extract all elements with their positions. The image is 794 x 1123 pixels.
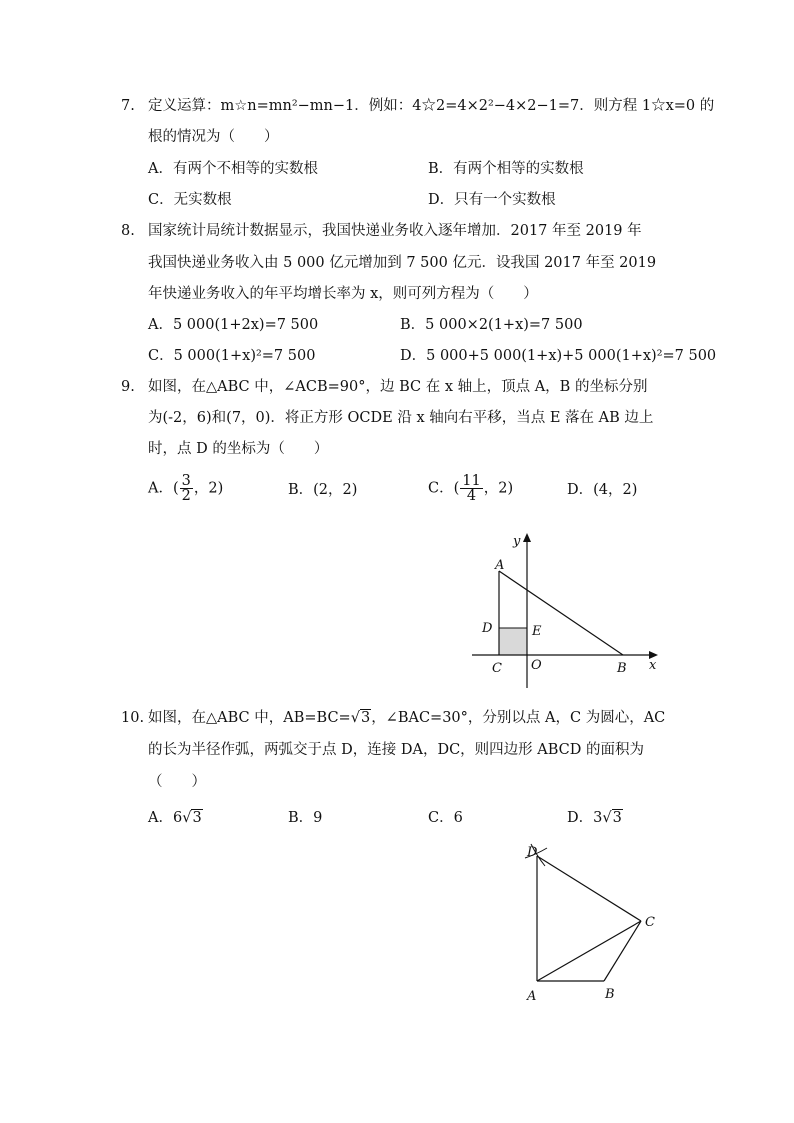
q7-option-d: D．只有一个实数根 [428,192,556,208]
q7-option-b: B．有两个相等的实数根 [428,161,584,177]
q9-y-axis-arrow [523,533,531,542]
q8-option-c: C．5 000(1+x)²=7 500 [148,348,316,364]
q7-text-line2: 根的情况为（ ） [148,129,279,145]
q8-option-a: A．5 000(1+2x)=7 500 [148,317,319,333]
q8-option-b: B．5 000×2(1+x)=7 500 [400,317,583,333]
q9-option-c-numerator: 11 [462,473,481,489]
q10-label-b: B [605,987,615,1002]
q10-sqrt: √3 [350,710,371,726]
q8-text-line1: 国家统计局统计数据显示，我国快递业务收入逐年增加．2017 年至 2019 年 [148,223,642,239]
q8-text-line2: 我国快递业务收入由 5 000 亿元增加到 7 500 亿元．设我国 2017 年至 2019 [148,255,657,271]
q10-number: 10. [121,710,145,726]
q10-text-line3: （ ） [148,774,206,790]
q10-text-line1-pre: 如图，在△ABC 中，AB=BC= [148,710,351,726]
q9-figure [460,525,675,695]
q10-option-a-radicand: 3 [192,810,202,826]
q9-option-c-prefix: C．( [428,480,460,497]
q10-option-d [567,808,623,828]
q9-option-c-fraction [460,474,482,503]
q9-label-x: x [649,658,657,673]
q10-label-a: A [527,989,537,1004]
q10-option-a [148,808,203,828]
q10-label-c: C [645,915,655,930]
q9-option-d: D．(4，2) [567,482,638,498]
q10-sqrt-radicand: 3 [360,710,371,726]
q9-option-a-numerator: 3 [181,473,191,489]
q9-label-y: y [513,534,521,549]
q10-option-c: C．6 [428,810,463,826]
q9-option-c [428,474,513,503]
q9-option-b: B．(2，2) [288,482,358,498]
q10-text-line1-post: ，∠BAC=30°，分别以点 A，C 为圆心，AC [371,710,666,726]
q10-label-d: D [527,845,538,860]
q9-option-a-prefix: A．( [148,480,179,497]
q10-option-a-sqrt: √3 [182,810,202,826]
q9-option-a-denominator: 2 [181,488,191,504]
q9-text-line3: 时，点 D 的坐标为（ ） [148,441,329,457]
q10-side-dc [537,856,641,921]
q9-number: 9. [121,379,135,395]
q9-label-b: B [617,661,627,676]
q9-label-a: A [495,558,505,573]
q10-text-line1 [148,708,665,728]
q8-number: 8. [121,223,135,239]
q8-option-d: D．5 000+5 000(1+x)+5 000(1+x)²=7 500 [400,348,717,364]
q10-option-d-pre: D．3 [567,810,603,826]
q9-text-line1: 如图，在△ABC 中，∠ACB=90°，边 BC 在 x 轴上，顶点 A，B 的坐标分别 [148,379,648,395]
q10-option-a-pre: A．6 [148,810,183,826]
q10-option-d-radicand: 3 [612,810,622,826]
q9-square-ocde [499,628,527,655]
q9-option-a-fraction [180,474,193,503]
q9-label-o: O [531,658,542,673]
q9-label-c: C [492,661,502,676]
q9-label-d: D [482,621,493,636]
q9-label-e: E [532,624,542,639]
q7-number: 7. [121,98,135,114]
q9-option-a-suffix: ，2) [193,480,224,497]
q10-option-d-sqrt: √3 [602,810,622,826]
q7-text-line1: 定义运算：m☆n=mn²−mn−1．例如：4☆2=4×2²−4×2−1=7．则方程 1☆x=0 的 [148,98,715,114]
q10-option-b: B．9 [288,810,323,826]
q9-text-line2: 为(-2，6)和(7，0)．将正方形 OCDE 沿 x 轴向右平移，当点 E 落在 AB 边上 [148,410,654,426]
q8-text-line3: 年快递业务收入的年平均增长率为 x，则可列方程为（ ） [148,286,538,302]
q10-side-ac [537,921,641,981]
q10-figure [515,838,675,1008]
q9-option-c-denominator: 4 [466,488,477,504]
q9-option-a [148,474,223,503]
q9-option-c-suffix: ，2) [483,480,514,497]
q10-side-bc [604,921,641,981]
q7-option-a: A．有两个不相等的实数根 [148,161,318,177]
q7-option-c: C．无实数根 [148,192,232,208]
q10-text-line2: 的长为半径作弧，两弧交于点 D，连接 DA，DC，则四边形 ABCD 的面积为 [148,742,644,758]
